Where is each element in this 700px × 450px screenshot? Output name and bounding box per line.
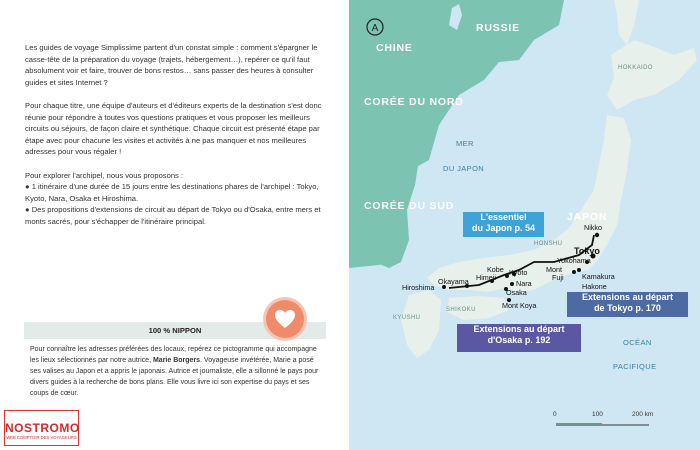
region-honshu: HONSHU [534,241,563,247]
heart-pictogram-icon [266,300,304,338]
nippon-box-title: 100 % NIPPON [24,322,326,339]
compass-letter: A [371,23,379,34]
scale-label-200: 200 km [632,411,654,418]
callout-tokyo-line-1: Extensions au départ [581,292,674,302]
dot-kamakura [577,268,581,272]
city-mont-fuji-1: Mont [546,265,562,274]
scale-label-100: 100 [592,411,603,418]
city-mont-koya: Mont Koya [502,301,537,310]
ocean-label-1: OCÉAN [623,338,652,347]
label-coree-nord [364,96,464,108]
city-tokyo: Tokyo [574,246,600,256]
region-shikoku: SHIKOKU [446,307,476,313]
text-page [0,0,349,450]
logo-tagline: WEB COMPTOIR DES VOYAGEURS [6,435,77,440]
callout-osaka-line-1: Extensions au départ [473,324,565,334]
label-coree-sud: CORÉE DU SUD [364,200,455,212]
city-kamakura: Kamakura [582,272,615,281]
coree-nord-text: CORÉE DU NORD [364,96,464,108]
sea-label-1: MER [456,139,474,148]
city-yokohama: Yokohama [557,256,591,265]
ocean-label-2: PACIFIQUE [613,362,657,371]
nippon-box-body [24,339,326,399]
callout-tokyo-line-2: de Tokyo p. 170 [594,303,661,313]
intro-bullet-2: ● Des propositions d'extensions de circuit au départ de Tokyo ou d'Osaka, entre mers et monts sacrés, pour s'échapper de l'itinéraire principal. [25,205,321,226]
sea-label-2: DU JAPON [443,164,485,173]
city-nikko: Nikko [584,223,602,232]
label-russie: RUSSIE [476,22,520,34]
author-name: Marie Borgers [152,357,201,364]
label-japon: JAPON [567,211,608,223]
logo-name: NOSTROMO [5,421,80,435]
callout-essentiel-line-1: L'essentiel [480,212,527,222]
nippon-box-text-2: . Voyageuse invétérée, Marie a posé ses valises au Japon et a appris le japonais. Autrice et journaliste, elle a sillonné le pays pour divers guides à la recherche de bons plans. Elle vous livre ici son expertise du pays et ses coups de cœur. [30,357,319,397]
region-hokkaido: HOKKAIDO [618,65,653,71]
dot-nikko [595,233,599,237]
intro-lead: Pour explorer l'archipel, nous vous proposons : [25,170,184,180]
dot-nara [510,282,514,286]
intro-paragraph-1: Les guides de voyage Simplissime partent d'un constat simple : comment s'épargner le casse-tête de la préparation du voyage (trajets, hébergement…), repérer ce qu'il faut absolument voir et faire, trouver de bons restos… sans passer des heures à consulter guides et sites Internet ? [25,43,318,87]
city-okayama: Okayama [438,277,469,286]
callout-tokyo-extensions [567,292,688,317]
label-chine: CHINE [376,42,413,54]
callout-essentiel [463,212,544,237]
city-kobe: Kobe [487,265,504,274]
nostromo-logo [4,410,79,446]
city-hakone: Hakone [582,282,607,291]
nippon-box-text-1: Pour connaître les adresses préférées des locaux, repérez ce pictogramme qui accompagne les lieux sélectionnés par notre autrice, [30,346,317,364]
intro-text [25,42,325,227]
japan-map [349,0,700,450]
intro-paragraph-2: Pour chaque titre, une équipe d'auteurs et d'éditeurs experts de la destination s'est donc réunie pour répondre à toutes vos questions pratiques et vous proposer les meilleurs circuits ou séjours, de façon claire et synthétique. Chaque circuit est présenté étape par étape avec pour chacune les visites et activités à ne pas manquer et nos meilleures adresses pour vous régaler ! [25,101,322,156]
scale-segment [556,423,602,426]
callout-osaka-extensions [457,324,581,352]
city-nara: Nara [516,279,532,288]
callout-essentiel-line-2: du Japon p. 54 [471,223,535,233]
city-himeji: Himeji [476,273,496,282]
city-mont-fuji-2: Fuji [552,273,564,282]
city-osaka: Osaka [506,288,527,297]
city-kyoto: Kyoto [509,268,528,277]
region-kyushu: KYUSHU [393,315,421,321]
dot-hakone [572,270,576,274]
city-hiroshima: Hiroshima [402,283,435,292]
intro-bullet-1: ● 1 itinéraire d'une durée de 15 jours entre les destinations phares de l'archipel : Tokyo, Kyoto, Nara, Osaka et Hiroshima. [25,182,319,203]
callout-osaka-line-2: d'Osaka p. 192 [487,335,551,345]
scale-label-0: 0 [553,411,557,418]
